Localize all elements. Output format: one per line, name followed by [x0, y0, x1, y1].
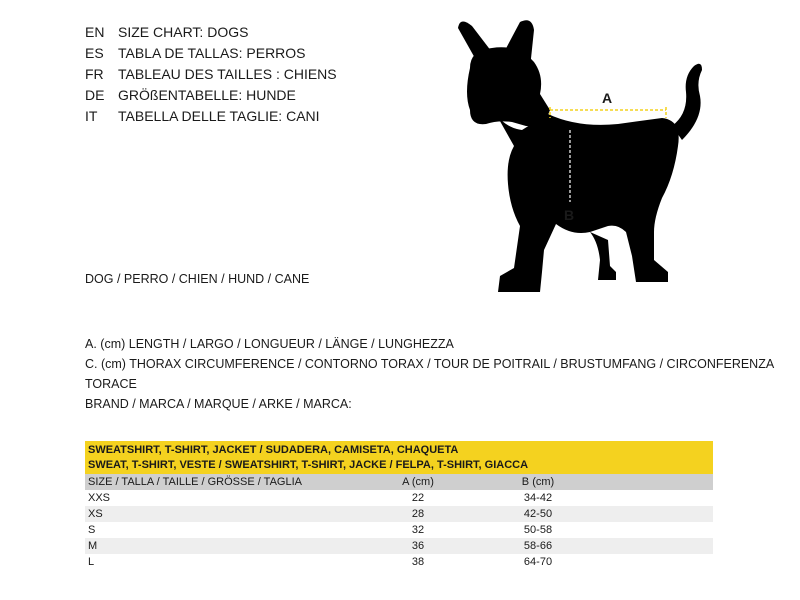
header-size: SIZE / TALLA / TAILLE / GRÖSSE / TAGLIA [88, 476, 302, 488]
cell-a: 36 [411, 540, 425, 552]
lang-row-it [85, 106, 337, 127]
cell-size: S [88, 524, 96, 536]
lang-title: GRÖßENTABELLE: HUNDE [118, 87, 296, 103]
dog-silhouette-figure [440, 10, 720, 300]
cell-b: 50-58 [523, 524, 553, 536]
cell-a: 32 [411, 524, 425, 536]
dog-silhouette-icon [458, 20, 702, 292]
header-a: A (cm) [402, 476, 434, 488]
table-title-line-1: SWEATSHIRT, T-SHIRT, JACKET / SUDADERA, CAMISETA, CHAQUETA [88, 444, 459, 456]
lang-code: ES [85, 45, 104, 61]
lang-row-en [85, 22, 337, 43]
table-row [85, 538, 713, 554]
cell-a: 22 [411, 492, 425, 504]
label-a: A [602, 90, 613, 106]
cell-b: 64-70 [523, 556, 553, 568]
lang-code: IT [85, 108, 98, 124]
table-row [85, 490, 713, 506]
measurement-definitions [85, 334, 800, 394]
definition-c: C. (cm) THORAX CIRCUMFERENCE / CONTORNO TORAX / TOUR DE POITRAIL / BRUSTUMFANG / CIRCONFERENZA TORACE [85, 357, 774, 391]
table-title [85, 441, 713, 474]
brand-label: BRAND / MARCA / MARQUE / ARKE / MARCA: [85, 397, 352, 411]
lang-title: TABLA DE TALLAS: PERROS [118, 45, 306, 61]
cell-b: 58-66 [523, 540, 553, 552]
lang-title: SIZE CHART: DOGS [118, 24, 249, 40]
lang-row-es [85, 43, 337, 64]
size-table [85, 441, 713, 570]
lang-row-de [85, 85, 337, 106]
table-row [85, 522, 713, 538]
table-title-line-2: SWEAT, T-SHIRT, VESTE / SWEATSHIRT, T-SHIRT, JACKE / FELPA, T-SHIRT, GIACCA [88, 459, 529, 471]
cell-b: 34-42 [523, 492, 553, 504]
cell-a: 38 [411, 556, 425, 568]
table-row [85, 506, 713, 522]
definition-a: A. (cm) LENGTH / LARGO / LONGUEUR / LÄNGE / LUNGHEZZA [85, 337, 454, 351]
header-b: B (cm) [521, 476, 555, 488]
language-titles [85, 22, 337, 127]
cell-size: M [88, 540, 98, 552]
table-header-row [85, 474, 713, 490]
table-row [85, 554, 713, 570]
lang-code: EN [85, 24, 105, 40]
lang-title: TABLEAU DES TAILLES : CHIENS [118, 66, 337, 82]
cell-size: XXS [88, 492, 111, 504]
lang-code: DE [85, 87, 105, 103]
cell-b: 42-50 [523, 508, 553, 520]
lang-row-fr [85, 64, 337, 85]
length-measure-line [550, 107, 666, 118]
cell-size: L [88, 556, 95, 568]
cell-a: 28 [411, 508, 425, 520]
dog-label: DOG / PERRO / CHIEN / HUND / CANE [85, 272, 310, 286]
lang-title: TABELLA DELLE TAGLIE: CANI [118, 108, 320, 124]
label-b: B [564, 207, 575, 223]
cell-size: XS [88, 508, 103, 520]
lang-code: FR [85, 66, 104, 82]
